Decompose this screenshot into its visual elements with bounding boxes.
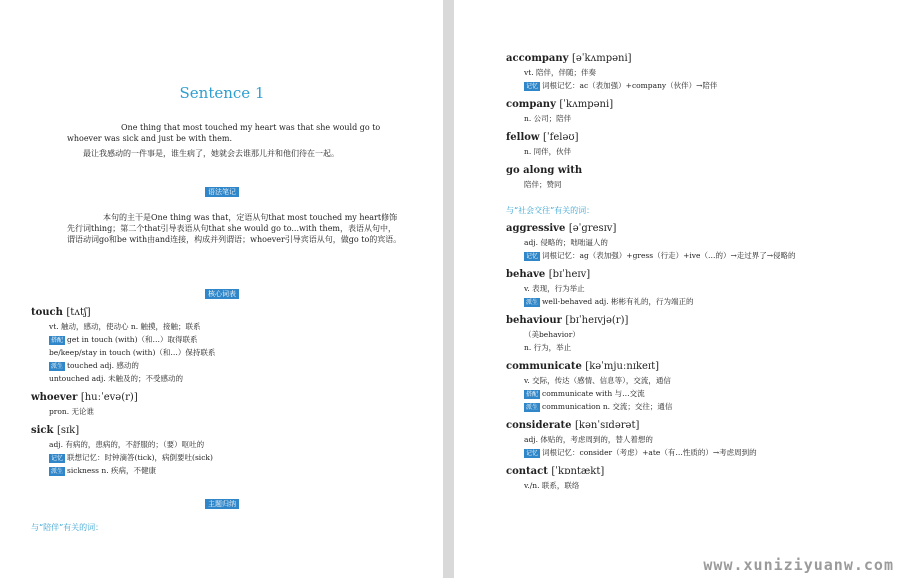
vocab-word: contact	[506, 466, 548, 477]
vocab-line-text: v./n. 联系，联络	[524, 481, 580, 490]
topic-badge: 主题归纳	[205, 499, 239, 509]
vocab-tag-badge: 派生	[51, 363, 64, 370]
vocab-tag-badge: 记忆	[526, 450, 539, 457]
vocab-line-text: adj. 有病的，患病的，不舒服的；（要）呕吐的	[49, 440, 205, 449]
vocab-line-text: communicate with 与…交流	[542, 389, 645, 398]
vocab-word: sick	[31, 425, 54, 436]
vocab-line-text: get in touch (with)（和…）取得联系	[67, 335, 198, 344]
vocab-line-text: pron. 无论谁	[49, 407, 94, 416]
vocab-line	[49, 333, 413, 346]
vocab-headword	[506, 52, 880, 66]
vocab-line	[49, 405, 413, 418]
vocab-tag-badge: 派生	[526, 404, 539, 411]
vocab-headword	[31, 424, 413, 438]
vocab-tag-badge: 记忆	[526, 253, 539, 260]
vocab-line-text: adj. 体贴的，考虑周到的，替人着想的	[524, 435, 653, 444]
vocab-line	[524, 236, 880, 249]
vocab-line	[524, 66, 880, 79]
vocab-phonetic: [əˈkʌmpəni]	[571, 53, 632, 64]
vocab-phonetic: [sɪk]	[56, 425, 80, 436]
vocab-line-text: n. 同伴，伙伴	[524, 147, 572, 156]
vocab-line-text: communication n. 交流；交往；通信	[542, 402, 673, 411]
vocab-line	[49, 451, 413, 464]
vocab-badge: 核心词表	[205, 289, 239, 299]
vocab-line-text: untouched adj. 未触及的；不受感动的	[49, 374, 184, 383]
vocab-phonetic: [ˈfeləʊ]	[543, 132, 579, 143]
vocab-line-text: v. 表现，行为举止	[524, 284, 585, 293]
vocab-line-text: n. 公司；陪伴	[524, 114, 572, 123]
vocab-headword	[506, 131, 880, 145]
vocab-entry	[506, 314, 880, 354]
vocab-word: aggressive	[506, 223, 566, 234]
right-vocab-list-b	[506, 222, 880, 492]
vocab-entry	[506, 164, 880, 191]
vocab-phonetic: [ˈkɒntækt]	[551, 466, 605, 477]
vocab-headword	[31, 306, 413, 320]
vocab-line	[524, 374, 880, 387]
vocab-tag-badge: 记忆	[526, 83, 539, 90]
vocab-headword	[506, 465, 880, 479]
vocab-entry	[506, 360, 880, 413]
vocab-line-text: 词根记忆：ag（表加强）+gress（行走）+ive（…的）→走过界了→侵略的	[542, 251, 796, 260]
vocab-phonetic: [əˈgresɪv]	[568, 223, 617, 234]
vocab-line-text: （美behavior）	[524, 330, 580, 339]
vocab-entry	[506, 98, 880, 125]
vocab-entry	[506, 52, 880, 92]
vocab-line-text: vt. 触动，感动，使动心 n. 触摸，接触；联系	[49, 322, 201, 331]
vocab-phonetic: [bɪˈheɪv]	[548, 269, 591, 280]
vocab-line	[524, 400, 880, 413]
vocab-word: behave	[506, 269, 546, 280]
vocab-word: fellow	[506, 132, 540, 143]
vocab-line	[49, 438, 413, 451]
vocab-line	[524, 446, 880, 459]
vocab-entry	[506, 268, 880, 308]
sentence-chinese: 最让我感动的一件事是，谁生病了，她就会去谁那儿并和他们待在一起。	[83, 149, 339, 158]
vocab-tag-badge: 搭配	[526, 391, 539, 398]
sentence-title: Sentence 1	[179, 84, 265, 102]
vocab-word: whoever	[31, 392, 78, 403]
vocab-line-text: 词根记忆：consider（考虑）+ate（有…性质的）→考虑周到的	[542, 448, 757, 457]
topic-title-companionship: 与“陪伴”有关的词：	[31, 523, 104, 532]
vocab-line-text: vt. 陪伴，伴随；伴奏	[524, 68, 597, 77]
vocab-line-text: sickness n. 疾病，不健康	[67, 466, 156, 475]
vocab-word: company	[506, 99, 556, 110]
vocab-line	[524, 145, 880, 158]
vocab-headword	[506, 268, 880, 282]
vocab-word: considerate	[506, 420, 572, 431]
vocab-line	[524, 79, 880, 92]
vocab-line-text: touched adj. 感动的	[67, 361, 139, 370]
vocab-line	[49, 320, 413, 333]
watermark-text: www.xuniziyuanw.com	[703, 556, 894, 574]
vocab-line	[524, 249, 880, 262]
vocab-line	[524, 282, 880, 295]
vocab-phonetic: [bɪˈheɪvjə(r)]	[565, 315, 629, 326]
vocab-line	[524, 433, 880, 446]
vocab-line-text: v. 交际，传达（感情、信息等），交流，通信	[524, 376, 671, 385]
vocab-phonetic: [huːˈevə(r)]	[80, 392, 138, 403]
grammar-analysis: 本句的主干是One thing was that，定语从句that most touched my heart修饰先行词thing；第二个that引导表语从句that she would go to...with them，表语从句中，谓语动词go和be with由and连接，构成并列谓语；whoever引导宾语从句，做go to的宾语。	[67, 213, 402, 244]
vocab-line	[49, 464, 413, 477]
vocab-line	[524, 178, 880, 191]
vocab-line-text: well-behaved adj. 彬彬有礼的，行为端正的	[542, 297, 694, 306]
vocab-line	[49, 346, 413, 359]
vocab-entry	[506, 131, 880, 158]
vocab-word: accompany	[506, 53, 569, 64]
vocab-word: touch	[31, 307, 63, 318]
vocab-headword	[31, 391, 413, 405]
vocab-tag-badge: 搭配	[51, 337, 64, 344]
left-vocab-list	[31, 306, 413, 477]
vocab-line	[524, 295, 880, 308]
sentence-english: One thing that most touched my heart was that she would go to whoever was sick and just be with them.	[67, 123, 381, 143]
vocab-tag-badge: 记忆	[51, 455, 64, 462]
right-page	[454, 0, 900, 578]
vocab-headword	[506, 419, 880, 433]
vocab-entry	[506, 465, 880, 492]
vocab-line-text: 词根记忆：ac（表加强）+company（伙伴）→陪伴	[542, 81, 718, 90]
topic-title-social: 与“社会交往”有关的词：	[506, 206, 595, 215]
vocab-line	[524, 112, 880, 125]
grammar-badge: 语法笔记	[205, 187, 239, 197]
vocab-line	[524, 341, 880, 354]
vocab-word: communicate	[506, 361, 582, 372]
vocab-phonetic: [kənˈsɪdərət]	[575, 420, 640, 431]
vocab-line-text: 陪伴；赞同	[524, 180, 562, 189]
vocab-line	[49, 359, 413, 372]
vocab-entry	[31, 306, 413, 385]
vocab-line-text: 联想记忆：时钟滴答(tick)，病倒要吐(sick)	[67, 453, 213, 462]
vocab-line	[524, 387, 880, 400]
vocab-headword	[506, 314, 880, 328]
vocab-tag-badge: 派生	[526, 299, 539, 306]
left-page	[0, 0, 443, 578]
right-vocab-list-a	[506, 52, 880, 191]
vocab-tag-badge: 派生	[51, 468, 64, 475]
vocab-line	[49, 372, 413, 385]
vocab-entry	[31, 424, 413, 477]
vocab-line-text: n. 行为，举止	[524, 343, 572, 352]
vocab-line-text: adj. 侵略的；咄咄逼人的	[524, 238, 608, 247]
vocab-line	[524, 479, 880, 492]
vocab-headword	[506, 98, 880, 112]
vocab-headword	[506, 360, 880, 374]
vocab-word: go along with	[506, 165, 583, 176]
vocab-entry	[506, 222, 880, 262]
vocab-phonetic: [kəˈmjuːnɪkeɪt]	[585, 361, 660, 372]
vocab-entry	[31, 391, 413, 418]
vocab-phonetic: [tʌtʃ]	[66, 307, 91, 318]
vocab-phonetic: [ˈkʌmpəni]	[559, 99, 614, 110]
vocab-line-text: be/keep/stay in touch (with)（和…）保持联系	[49, 348, 216, 357]
vocab-headword	[506, 222, 880, 236]
vocab-headword	[506, 164, 880, 178]
vocab-line	[524, 328, 880, 341]
vocab-word: behaviour	[506, 315, 562, 326]
vocab-entry	[506, 419, 880, 459]
